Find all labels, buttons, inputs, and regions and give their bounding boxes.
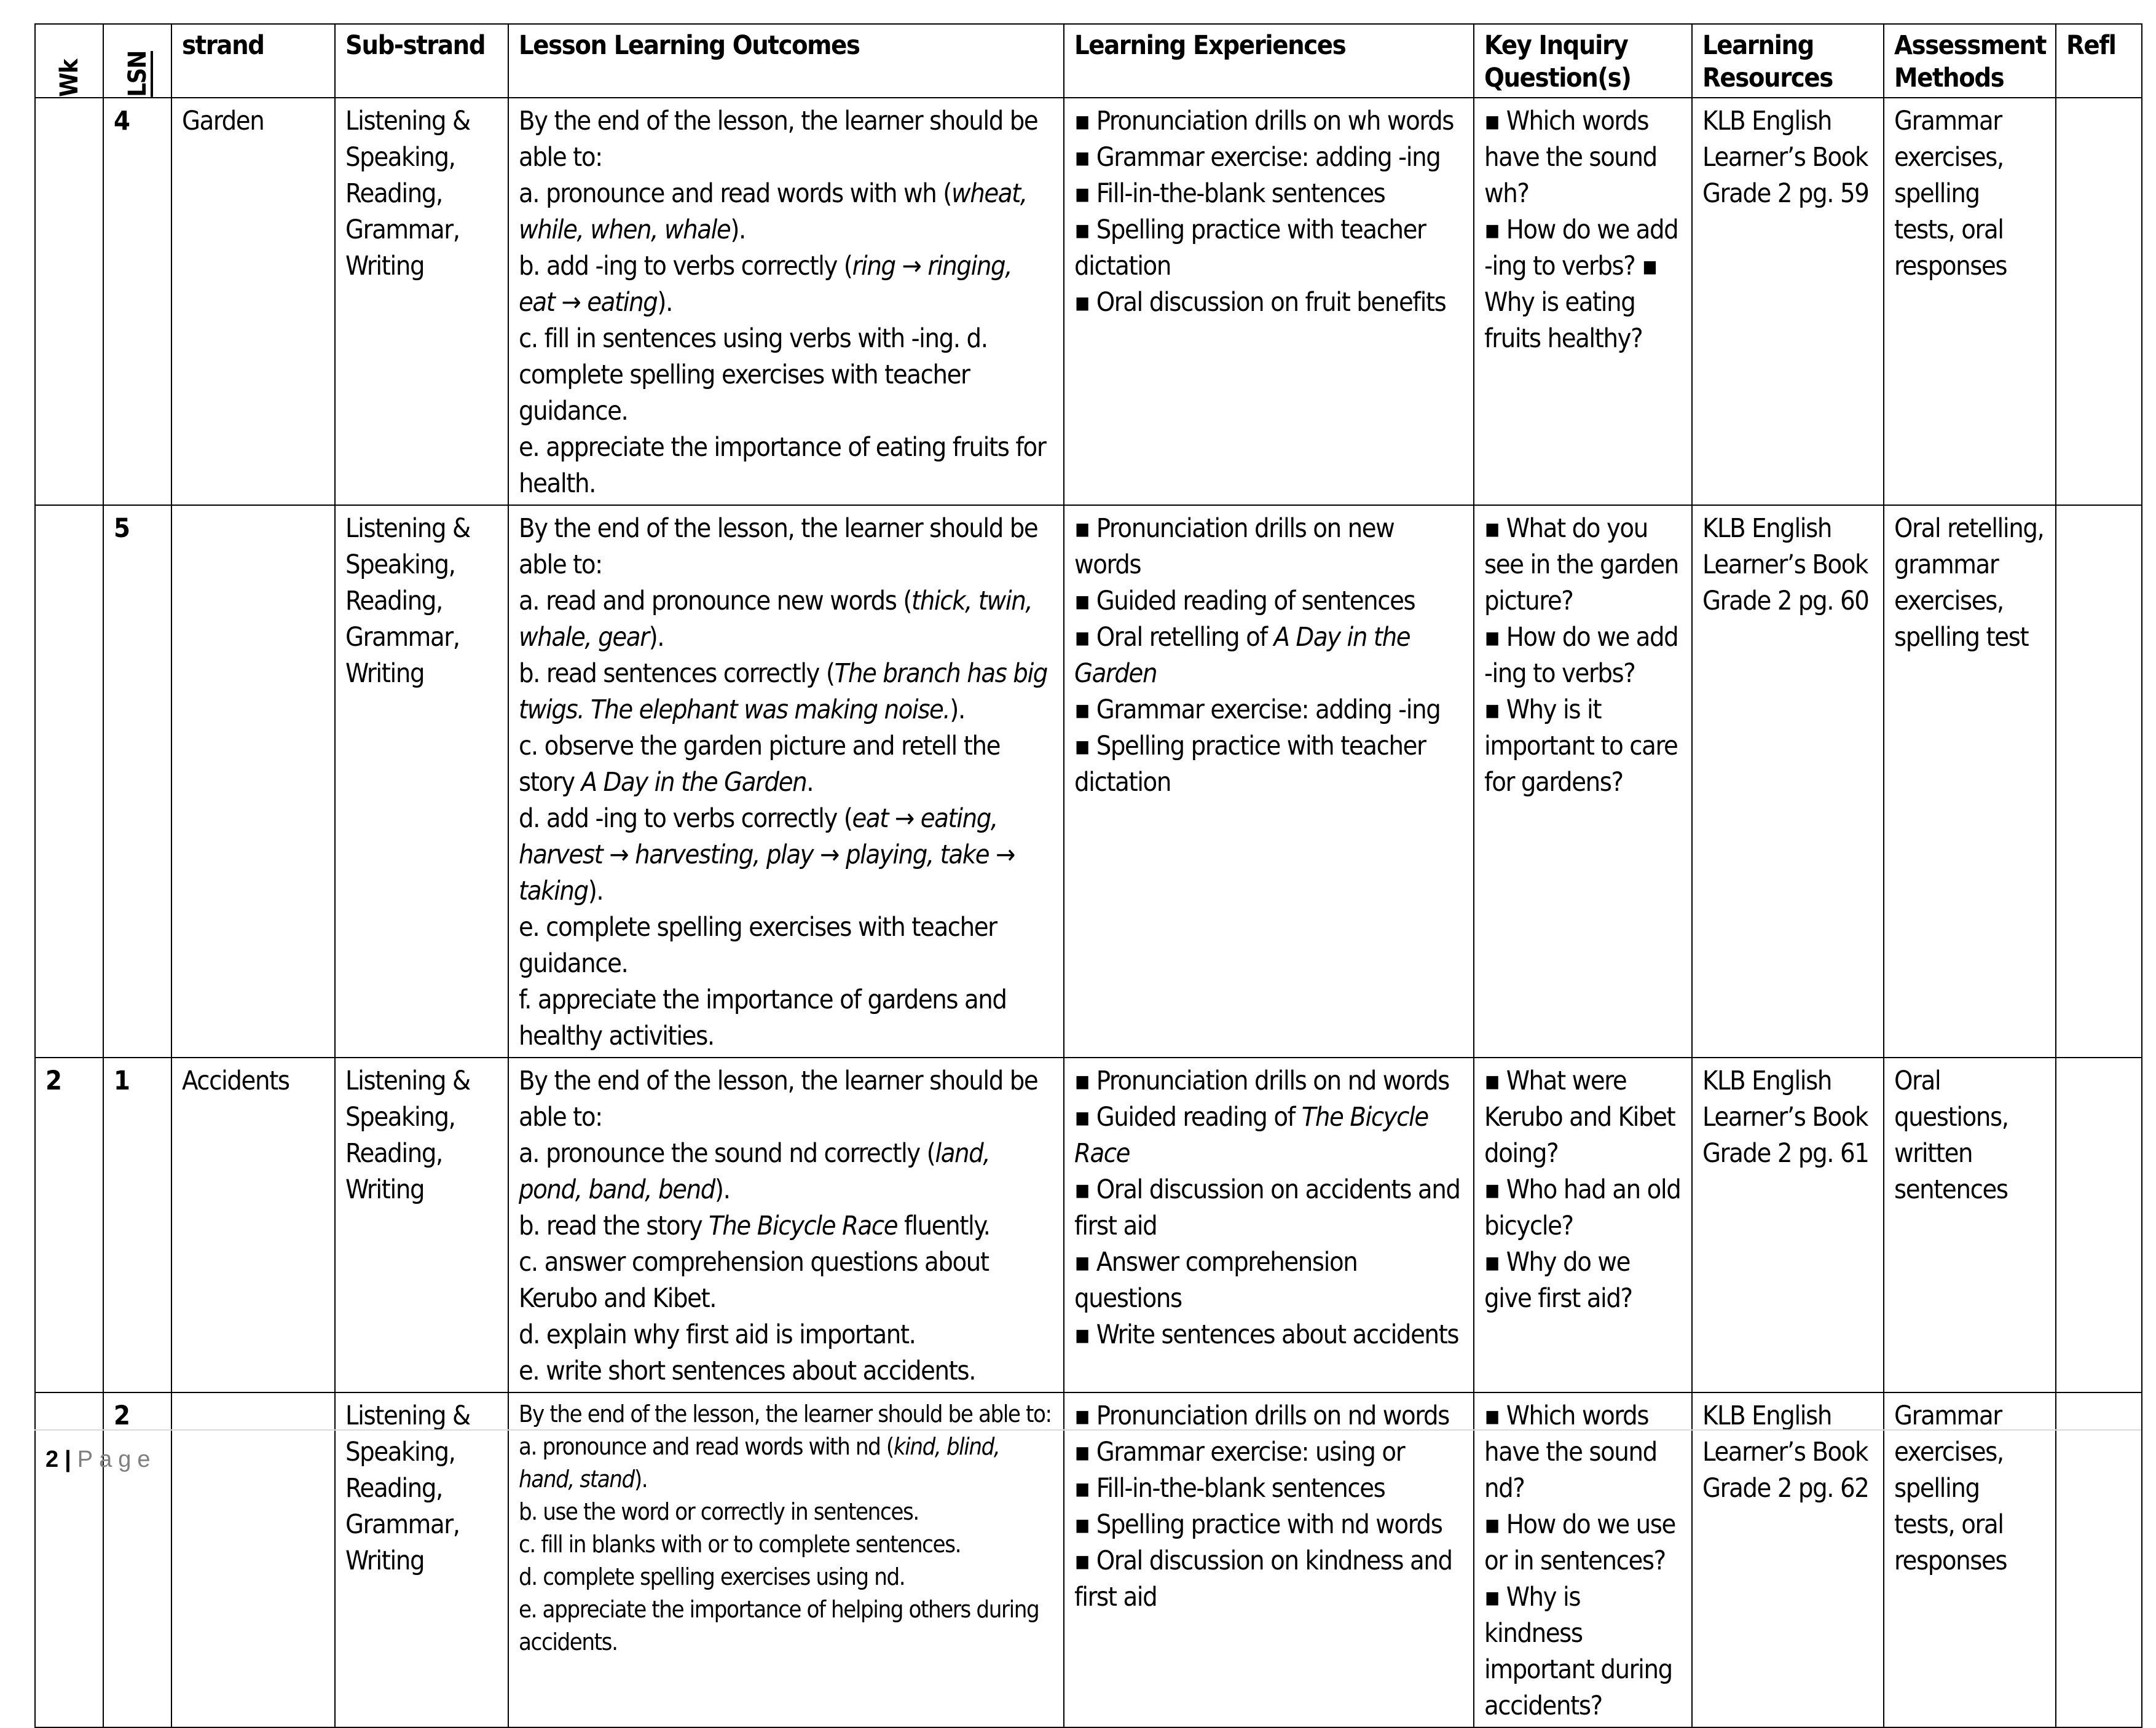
list-item: ▪ Guided reading of sentences (1074, 586, 1415, 616)
outcome-c: c. observe the garden picture and retell the story A Day in the Garden. (519, 731, 1001, 798)
reflection-cell (2056, 98, 2142, 505)
substrand-cell: Listening & Speaking, Reading, Grammar, Writing (335, 1392, 508, 1727)
reflection-cell (2056, 505, 2142, 1058)
list-item: ▪ Spelling practice with teacher dictation (1074, 731, 1426, 798)
resources-cell: KLB English Learner’s Book Grade 2 pg. 62 (1692, 1392, 1884, 1727)
header-row (35, 24, 2142, 98)
footer-divider (34, 1429, 2141, 1431)
list-item: ▪ Spelling practice with teacher dictation (1074, 214, 1426, 281)
header-outcomes: Lesson Learning Outcomes (508, 24, 1064, 98)
lesson-cell: 1 (103, 1058, 171, 1392)
outcome-c: c. answer comprehension questions about Kerubo and Kibet. (519, 1247, 989, 1314)
outcome-e: e. appreciate the importance of eating fruits for health. (519, 432, 1046, 499)
assessment-cell: Oral retelling, grammar exercises, spelling test (1884, 505, 2056, 1058)
week-cell (35, 98, 103, 505)
experiences-cell (1064, 1058, 1474, 1392)
outcomes-cell (508, 98, 1064, 505)
strand-cell (171, 1392, 335, 1727)
list-item: ▪ Grammar exercise: using or (1074, 1437, 1405, 1467)
reflection-cell (2056, 1058, 2142, 1392)
list-item: ▪ Why is it important to care for gardens? (1484, 694, 1678, 798)
inquiry-cell (1474, 1392, 1692, 1727)
list-item: ▪ Oral discussion on fruit benefits (1074, 287, 1446, 318)
outcome-intro: By the end of the lesson, the learner should be able to: (519, 106, 1038, 173)
list-item: ▪ Pronunciation drills on wh words (1074, 106, 1454, 136)
lesson-cell: 4 (103, 98, 171, 505)
assessment-cell: Grammar exercises, spelling tests, oral responses (1884, 1392, 2056, 1727)
list-item: ▪ How do we add -ing to verbs? (1484, 622, 1678, 689)
substrand-cell: Listening & Speaking, Reading, Grammar, Writing (335, 98, 508, 505)
list-item: ▪ Who had an old bicycle? (1484, 1174, 1681, 1241)
lesson-cell: 5 (103, 505, 171, 1058)
outcome-d: d. complete spelling exercises using nd. (519, 1563, 905, 1590)
outcome-c: c. fill in sentences using verbs with -ing. d. complete spelling exercises with teacher guidance. (519, 323, 988, 426)
week-cell (35, 1392, 103, 1727)
list-item: ▪ How do we use or in sentences? (1484, 1509, 1675, 1576)
header-experiences: Learning Experiences (1064, 24, 1474, 98)
outcome-e: e. complete spelling exercises with teacher guidance. (519, 912, 997, 979)
outcome-b: b. add -ing to verbs correctly (ring → ringing, eat → eating). (519, 251, 1012, 318)
outcomes-cell (508, 505, 1064, 1058)
list-item: ▪ Write sentences about accidents (1074, 1319, 1459, 1350)
page-number: 2 (45, 1447, 59, 1472)
table-row (35, 98, 2142, 505)
outcome-e: e. write short sentences about accidents. (519, 1356, 976, 1386)
outcome-a: a. pronounce the sound nd correctly (land, pond, band, bend). (519, 1138, 990, 1205)
outcomes-cell (508, 1392, 1064, 1727)
table-row (35, 505, 2142, 1058)
list-item: ▪ Fill-in-the-blank sentences (1074, 178, 1385, 209)
outcome-d: d. explain why first aid is important. (519, 1319, 916, 1350)
week-cell (35, 505, 103, 1058)
list-item: ▪ What do you see in the garden picture? (1484, 513, 1678, 616)
outcome-intro: By the end of the lesson, the learner should be able to: (519, 1400, 1052, 1428)
assessment-cell: Oral questions, written sentences (1884, 1058, 2056, 1392)
list-item: ▪ Answer comprehension questions (1074, 1247, 1358, 1314)
strand-cell: Accidents (171, 1058, 335, 1392)
header-reflection: Refl (2056, 24, 2142, 98)
substrand-cell: Listening & Speaking, Reading, Grammar, Writing (335, 505, 508, 1058)
inquiry-cell (1474, 505, 1692, 1058)
header-assessment: Assessment Methods (1884, 24, 2056, 98)
page-label: Page (77, 1447, 157, 1472)
list-item: ▪ Which words have the sound nd? (1484, 1400, 1657, 1504)
list-item: ▪ Grammar exercise: adding -ing (1074, 142, 1441, 173)
outcome-a: a. read and pronounce new words (thick, twin, whale, gear). (519, 586, 1033, 653)
outcome-b: b. read sentences correctly (The branch has big twigs. The elephant was making noise.). (519, 658, 1047, 725)
header-substrand: Sub-strand (335, 24, 508, 98)
outcome-f: f. appreciate the importance of gardens and healthy activities. (519, 984, 1007, 1051)
list-item: ▪ Pronunciation drills on nd words (1074, 1400, 1449, 1431)
reflection-cell (2056, 1392, 2142, 1727)
experiences-cell (1064, 505, 1474, 1058)
page-number-label (45, 1447, 157, 1473)
list-item: ▪ Which words have the sound wh? (1484, 106, 1657, 209)
outcome-b: b. use the word or correctly in sentences. (519, 1498, 919, 1525)
outcome-intro: By the end of the lesson, the learner should be able to: (519, 1066, 1038, 1133)
list-item: ▪ Oral discussion on kindness and first aid (1074, 1545, 1452, 1612)
experiences-cell (1064, 98, 1474, 505)
week-cell: 2 (35, 1058, 103, 1392)
assessment-cell: Grammar exercises, spelling tests, oral responses (1884, 98, 2056, 505)
outcome-b: b. read the story The Bicycle Race fluently. (519, 1211, 990, 1241)
header-inquiry: Key Inquiry Question(s) (1474, 24, 1692, 98)
strand-cell (171, 505, 335, 1058)
scheme-of-work-table (34, 23, 2142, 1728)
resources-cell: KLB English Learner’s Book Grade 2 pg. 60 (1692, 505, 1884, 1058)
list-item: ▪ Why is kindness important during accidents? (1484, 1582, 1672, 1721)
footer-separator: | (65, 1447, 71, 1472)
experiences-cell (1064, 1392, 1474, 1727)
list-item: ▪ Oral discussion on accidents and first aid (1074, 1174, 1460, 1241)
inquiry-cell (1474, 1058, 1692, 1392)
list-item: ▪ Why do we give first aid? (1484, 1247, 1632, 1314)
resources-cell: KLB English Learner’s Book Grade 2 pg. 61 (1692, 1058, 1884, 1392)
header-strand: strand (171, 24, 335, 98)
list-item: ▪ What were Kerubo and Kibet doing? (1484, 1066, 1675, 1169)
header-lesson: LSN (103, 24, 171, 98)
outcome-e: e. appreciate the importance of helping others during accidents. (519, 1596, 1039, 1655)
list-item: ▪ Spelling practice with nd words (1074, 1509, 1442, 1540)
substrand-cell: Listening & Speaking, Reading, Writing (335, 1058, 508, 1392)
lesson-cell: 2 (103, 1392, 171, 1727)
header-week: Wk (35, 24, 103, 98)
outcome-a: a. pronounce and read words with nd (kind, blind, hand, stand). (519, 1433, 1000, 1493)
header-resources: Learning Resources (1692, 24, 1884, 98)
list-item: ▪ Pronunciation drills on new words (1074, 513, 1395, 580)
list-item: ▪ Grammar exercise: adding -ing (1074, 694, 1441, 725)
outcomes-cell (508, 1058, 1064, 1392)
table-row (35, 1392, 2142, 1727)
list-item: ▪ How do we add -ing to verbs? ▪ Why is eating fruits healthy? (1484, 214, 1678, 354)
outcome-d: d. add -ing to verbs correctly (eat → eating, harvest → harvesting, play → playing, take → taking). (519, 803, 1015, 906)
list-item: ▪ Guided reading of The Bicycle Race (1074, 1102, 1428, 1169)
list-item: ▪ Fill-in-the-blank sentences (1074, 1473, 1385, 1504)
outcome-a: a. pronounce and read words with wh (wheat, while, when, whale). (519, 178, 1027, 245)
list-item: ▪ Oral retelling of A Day in the Garden (1074, 622, 1410, 689)
outcome-c: c. fill in blanks with or to complete sentences. (519, 1531, 961, 1558)
list-item: ▪ Pronunciation drills on nd words (1074, 1066, 1449, 1096)
table-row (35, 1058, 2142, 1392)
inquiry-cell (1474, 98, 1692, 505)
strand-cell: Garden (171, 98, 335, 505)
resources-cell: KLB English Learner’s Book Grade 2 pg. 59 (1692, 98, 1884, 505)
outcome-intro: By the end of the lesson, the learner should be able to: (519, 513, 1038, 580)
